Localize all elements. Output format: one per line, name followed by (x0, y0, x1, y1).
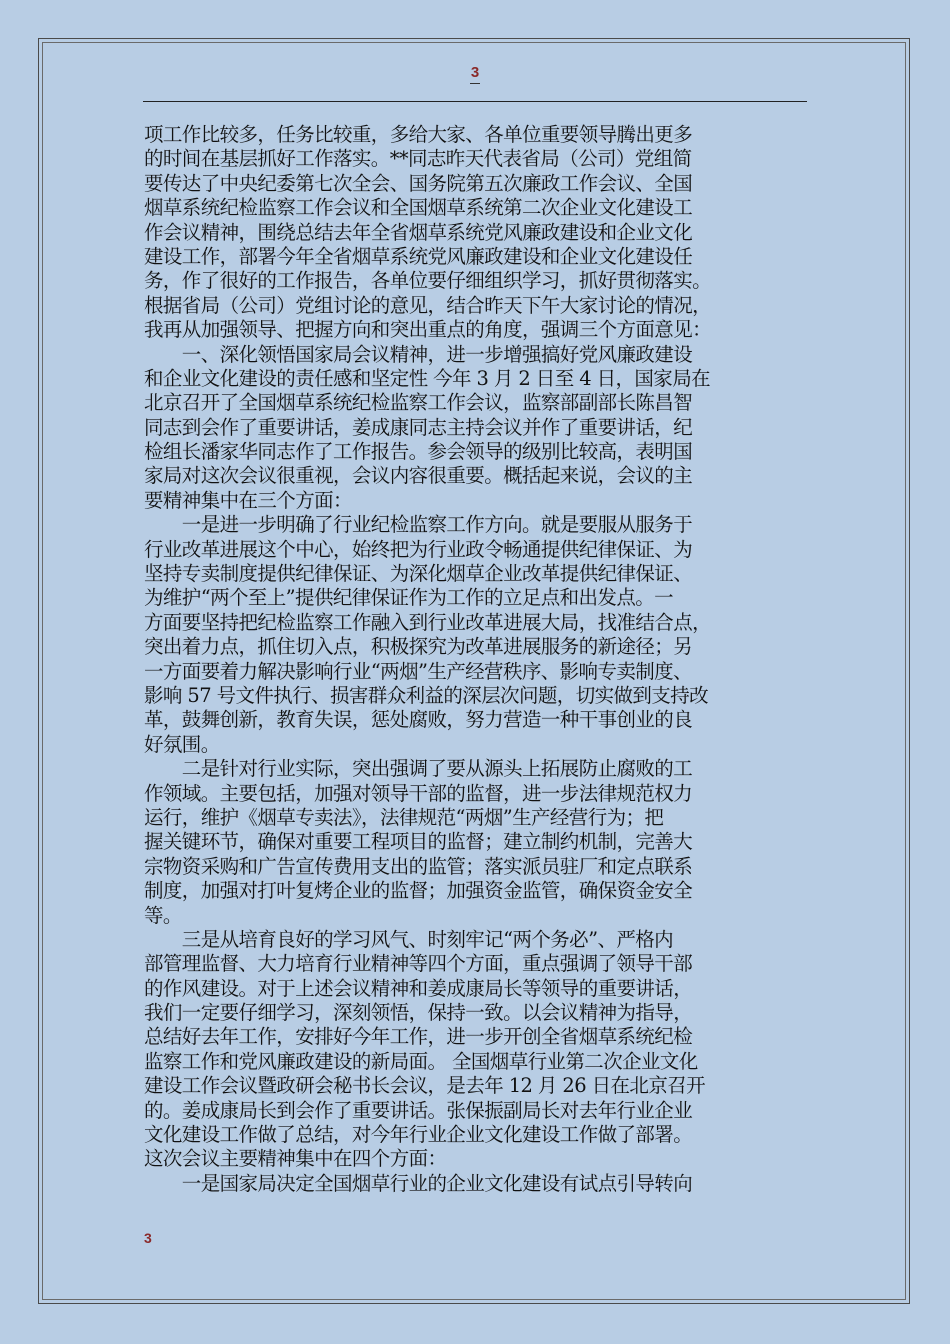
document-body (144, 123, 808, 1196)
text-line: 部管理监督、大力培育行业精神等四个方面，重点强调了领导干部 (144, 952, 693, 976)
header-rule (143, 101, 807, 102)
text-line: 一是进一步明确了行业纪检监察工作方向。就是要服从服务于 (144, 513, 693, 537)
text-line: 坚持专卖制度提供纪律保证、为深化烟草企业改革提供纪律保证、 (144, 562, 693, 586)
text-line: 的时间在基层抓好工作落实。**同志昨天代表省局（公司）党组简 (144, 147, 692, 171)
text-line: 这次会议主要精神集中在四个方面： (144, 1147, 447, 1171)
footer-page-number: 3 (144, 1230, 152, 1246)
header-page-number (0, 64, 950, 81)
text-line: 握关键环节，确保对重要工程项目的监督；建立制约机制，完善大 (144, 830, 693, 854)
text-line: 革，鼓舞创新，教育失误，惩处腐败，努力营造一种干事创业的良 (144, 708, 693, 732)
text-line: 文化建设工作做了总结，对今年行业企业文化建设工作做了部署。 (144, 1123, 693, 1147)
text-line: 务，作了很好的工作报告，各单位要仔细组织学习，抓好贯彻落实。 (144, 269, 712, 293)
text-line: 和企业文化建设的责任感和坚定性 今年 3 月 2 日至 4 日，国家局在 (144, 366, 711, 390)
text-line: 根据省局（公司）党组讨论的意见，结合昨天下午大家讨论的情况， (144, 293, 712, 317)
text-line: 烟草系统纪检监察工作会议和全国烟草系统第二次企业文化建设工 (144, 196, 693, 220)
text-line: 北京召开了全国烟草系统纪检监察工作会议，监察部副部长陈昌智 (144, 391, 693, 415)
text-line: 作会议精神，围绕总结去年全省烟草系统党风廉政建设和企业文化 (144, 220, 693, 244)
text-line: 好氛围。 (144, 732, 220, 756)
text-line: 制度，加强对打叶复烤企业的监督；加强资金监管，确保资金安全 (144, 879, 693, 903)
text-line: 一是国家局决定全国烟草行业的企业文化建设有试点引导转向 (144, 1171, 693, 1195)
text-line: 宗物资采购和广告宣传费用支出的监管；落实派员驻厂和定点联系 (144, 854, 693, 878)
text-line: 等。 (144, 903, 182, 927)
text-line: 方面要坚持把纪检监察工作融入到行业改革进展大局，找准结合点， (144, 610, 712, 634)
text-line: 突出着力点，抓住切入点，积极探究为改革进展服务的新途径；另 (144, 635, 693, 659)
text-line: 三是从培育良好的学习风气、时刻牢记“两个务必”、严格内 (144, 927, 674, 951)
text-line: 的。姜成康局长到会作了重要讲话。张保振副局长对去年行业企业 (144, 1098, 693, 1122)
text-line: 为维护“两个至上”提供纪律保证作为工作的立足点和出发点。一 (144, 586, 674, 610)
text-line: 检组长潘家华同志作了工作报告。参会领导的级别比较高，表明国 (144, 440, 693, 464)
text-line: 二是针对行业实际，突出强调了要从源头上拓展防止腐败的工 (144, 757, 693, 781)
text-line: 同志到会作了重要讲话，姜成康同志主持会议并作了重要讲话，纪 (144, 415, 693, 439)
text-line: 我再从加强领导、把握方向和突出重点的角度，强调三个方面意见： (144, 318, 712, 342)
text-line: 我们一定要仔细学习，深刻领悟，保持一致。以会议精神为指导， (144, 1001, 693, 1025)
text-line: 作领域。主要包括，加强对领导干部的监督，进一步法律规范权力 (144, 781, 693, 805)
text-line: 运行，维护《烟草专卖法》，法律规范“两烟”生产经营行为；把 (144, 805, 664, 829)
text-line: 的作风建设。对于上述会议精神和姜成康局长等领导的重要讲话， (144, 976, 693, 1000)
text-line: 建设工作会议暨政研会秘书长会议，是去年 12 月 26 日在北京召开 (144, 1074, 706, 1098)
header-page-number-text: 3 (470, 64, 480, 84)
text-line: 要精神集中在三个方面： (144, 488, 352, 512)
text-line: 总结好去年工作，安排好今年工作，进一步开创全省烟草系统纪检 (144, 1025, 693, 1049)
text-line: 建设工作，部署今年全省烟草系统党风廉政建设和企业文化建设任 (144, 244, 693, 268)
text-line: 项工作比较多，任务比较重，多给大家、各单位重要领导腾出更多 (144, 123, 693, 146)
text-line: 一方面要着力解决影响行业“两烟”生产经营秩序、影响专卖制度、 (144, 659, 692, 683)
text-line: 影响 57 号文件执行、损害群众利益的深层次问题，切实做到支持改 (144, 683, 709, 707)
text-line: 要传达了中央纪委第七次全会、国务院第五次廉政工作会议、全国 (144, 171, 693, 195)
text-line: 行业改革进展这个中心，始终把为行业政令畅通提供纪律保证、为 (144, 537, 693, 561)
text-line: 一、深化领悟国家局会议精神，进一步增强搞好党风廉政建设 (144, 342, 693, 366)
text-line: 监察工作和党风廉政建设的新局面。 全国烟草行业第二次企业文化 (144, 1049, 698, 1073)
text-line: 家局对这次会议很重视，会议内容很重要。概括起来说，会议的主 (144, 464, 693, 488)
